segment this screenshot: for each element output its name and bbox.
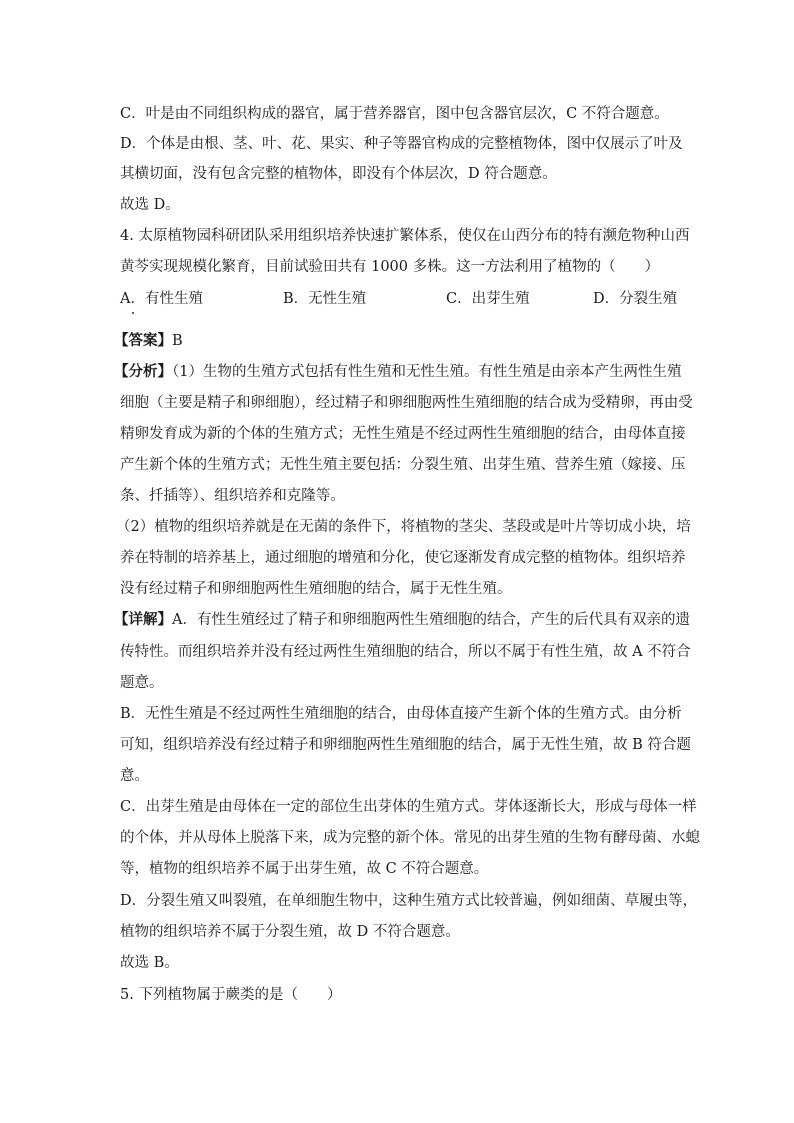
analysis-line-2: 细胞（主要是精子和卵细胞），经过精子和卵细胞两性生殖细胞的结合成为受精卵，再由受 xyxy=(120,395,693,411)
detail-label: 【详解】 xyxy=(114,611,172,628)
detail-line-8: 的个体，并从母体上脱落下来，成为完整的新个体。常见的出芽生殖的生物有酵母菌、水螅 xyxy=(120,830,700,846)
detail-line-4: B．无性生殖是不经过两性生殖细胞的结合，由母体直接产生新个体的生殖方式。由分析 xyxy=(120,706,682,722)
option-d: D．分裂生殖 xyxy=(593,291,678,307)
analysis-line-8: 没有经过精子和卵细胞两性生殖细胞的结合，属于无性生殖。 xyxy=(120,581,512,597)
conclusion: 故选 B。 xyxy=(120,955,179,971)
detail-line-7: C．出芽生殖是由母体在一定的部位生出芽体的生殖方式。芽体逐渐长大，形成与母体一样 xyxy=(120,799,697,815)
analysis-line-4: 产生新个体的生殖方式；无性生殖主要包括：分裂生殖、出芽生殖、营养生殖（嫁接、压 xyxy=(120,457,686,473)
detail-text-1: A．有性生殖经过了精子和卵细胞两性生殖细胞的结合，产生的后代具有双亲的遗 xyxy=(172,612,690,628)
detail-line-3: 题意。 xyxy=(120,675,164,691)
option-c-explanation-prev: C．叶是由不同组织构成的器官，属于营养器官，图中包含器官层次，C 不符合题意。 xyxy=(120,106,669,122)
option-b: B．无性生殖 xyxy=(283,291,367,307)
question-5: 5. 下列植物属于蕨类的是（ ） xyxy=(120,987,342,1003)
detail-line-6: 意。 xyxy=(120,768,149,784)
answer-label: 【答案】 xyxy=(114,332,172,349)
detail-line-11: 植物的组织培养不属于分裂生殖，故 D 不符合题意。 xyxy=(120,924,460,940)
detail-line-10: D．分裂生殖又叫裂殖，在单细胞生物中，这种生殖方式比较普遍，例如细菌、草履虫等， xyxy=(120,893,698,909)
analysis-line-3: 精卵发育成为新的个体的生殖方式；无性生殖是不经过两性生殖细胞的结合，由母体直接 xyxy=(120,426,686,442)
option-c: C．出芽生殖 xyxy=(446,291,530,307)
analysis-line-1 xyxy=(114,362,682,382)
analysis-line-7: 养在特制的培养基上，通过细胞的增殖和分化，使它逐渐发育成完整的植物体。组织培养 xyxy=(120,550,686,566)
detail-line-5: 可知，组织培养没有经过精子和卵细胞两性生殖细胞的结合，属于无性生殖，故 B 符合题 xyxy=(120,737,691,753)
question-4-line-2: 黄芩实现规模化繁育，目前试验田共有 1000 多株。这一方法利用了植物的（ ） xyxy=(120,259,660,275)
conclusion-prev: 故选 D。 xyxy=(120,197,180,213)
analysis-label: 【分析】 xyxy=(114,363,172,380)
detail-line-1 xyxy=(114,610,690,630)
detail-line-9: 等，植物的组织培养不属于出芽生殖，故 C 不符合题意。 xyxy=(120,861,489,877)
analysis-line-6: （2）植物的组织培养就是在无菌的条件下，将植物的茎尖、茎段或是叶片等切成小块，培 xyxy=(116,519,691,535)
option-d-explanation-prev-2: 其横切面，没有包含完整的植物体，即没有个体层次，D 符合题意。 xyxy=(120,166,557,182)
question-4-line-1: 4. 太原植物园科研团队采用组织培养快速扩繁体系，使仅在山西分布的特有濒危物种山西 xyxy=(120,228,690,244)
option-d-explanation-prev-1: D．个体是由根、茎、叶、花、果实、种子等器官构成的完整植物体，图中仅展示了叶及 xyxy=(120,136,683,152)
answer-value: B xyxy=(172,333,183,349)
stray-dot xyxy=(132,312,134,314)
analysis-text-1: （1）生物的生殖方式包括有性生殖和无性生殖。有性生殖是由亲本产生两性生殖 xyxy=(172,364,682,380)
answer-line xyxy=(114,331,674,351)
detail-line-2: 传特性。而组织培养并没有经过两性生殖细胞的结合，所以不属于有性生殖，故 A 不符合 xyxy=(120,644,691,660)
option-a: A．有性生殖 xyxy=(120,291,203,307)
analysis-line-5: 条、扦插等）、组织培养和克隆等。 xyxy=(120,488,345,504)
